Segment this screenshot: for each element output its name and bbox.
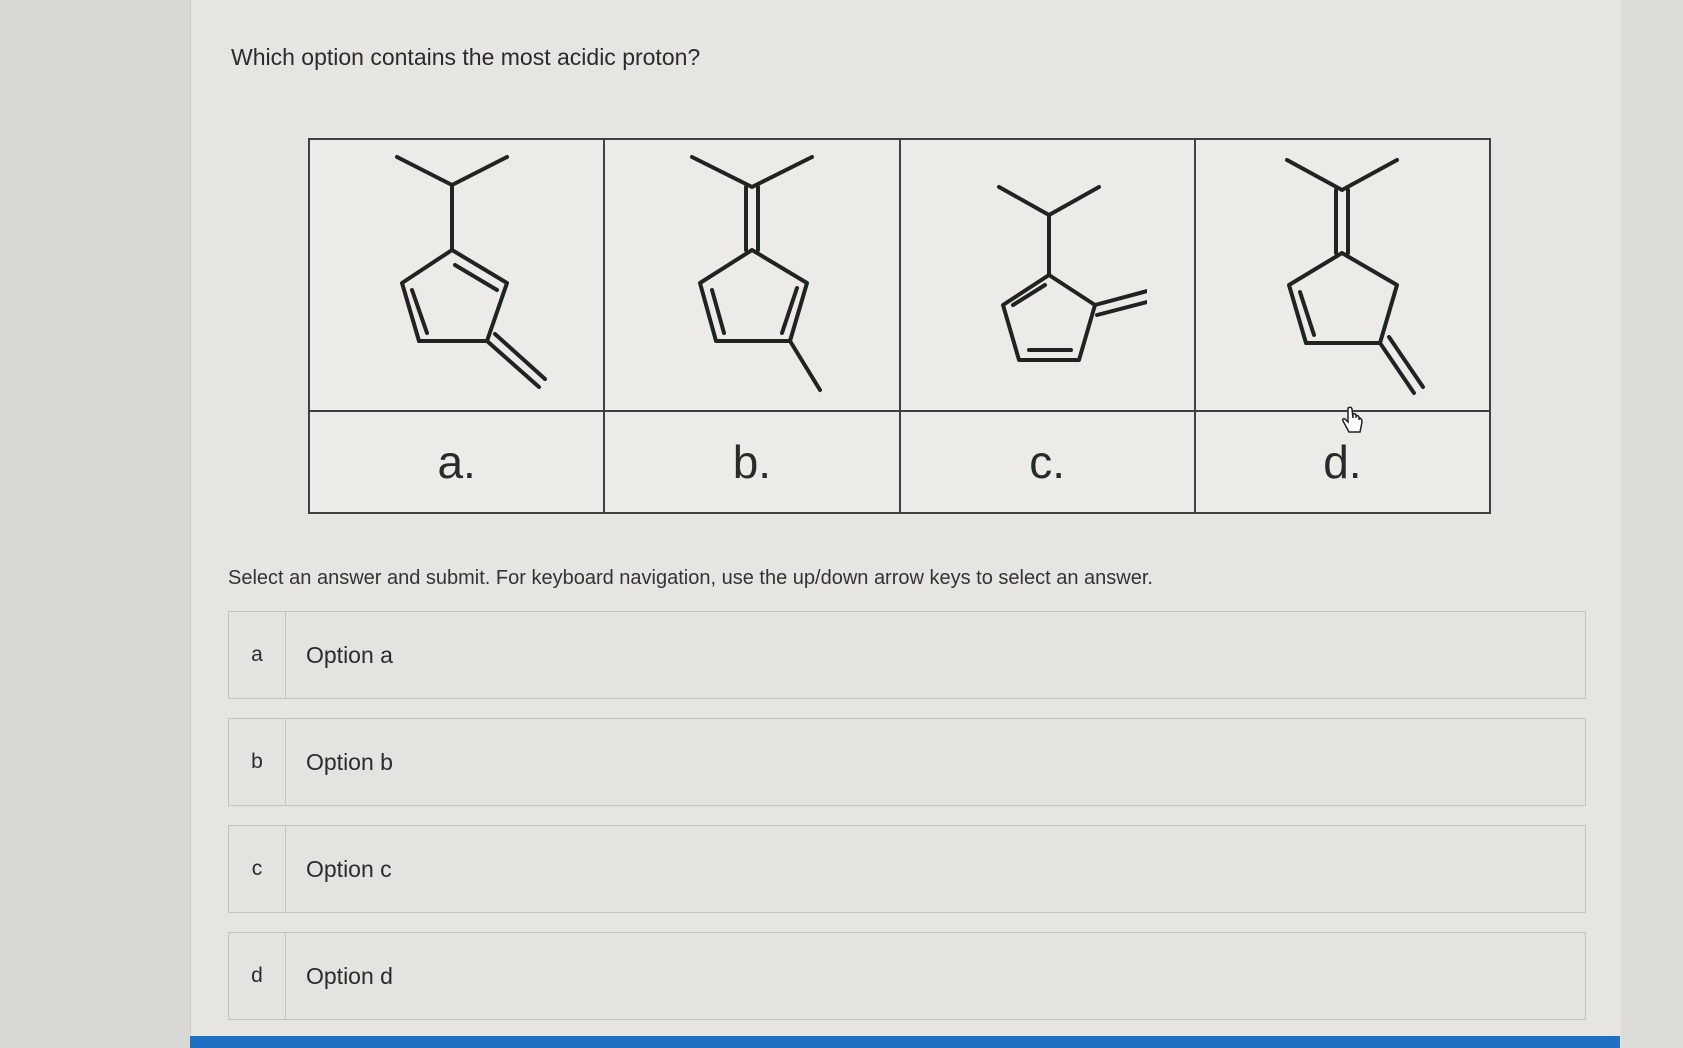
option-c-row[interactable] [228,825,1586,913]
structure-label-a: a. [309,411,604,513]
structure-label-d: d. [1195,411,1490,513]
question-page [190,0,1621,1048]
structure-label-c: c. [900,411,1195,513]
option-letter: c [229,826,286,912]
molecule-a-image [357,145,557,405]
bottom-accent-bar [190,1036,1620,1048]
structure-a [309,139,604,411]
option-label: Option c [306,855,392,882]
structure-c [900,139,1195,411]
molecule-d-image [1242,145,1442,405]
option-label: Option d [306,962,393,989]
hand-pointer-icon [1339,406,1365,436]
option-letter: a [229,612,286,698]
molecule-c-image [947,145,1147,405]
molecule-b-image [652,145,852,405]
structure-b [604,139,899,411]
structure-d [1195,139,1490,411]
option-b-row[interactable] [228,718,1586,806]
instructions-text: Select an answer and submit. For keyboard navigation, use the up/down arrow keys to select an answer. [228,567,1153,589]
option-d-row[interactable] [228,932,1586,1020]
right-gutter [1620,0,1683,1048]
structure-label-b: b. [604,411,899,513]
structures-table [308,138,1491,514]
option-a-row[interactable] [228,611,1586,699]
question-text: Which option contains the most acidic proton? [231,44,701,70]
option-label: Option b [306,748,393,775]
option-label: Option a [306,641,393,668]
option-letter: d [229,933,286,1019]
option-letter: b [229,719,286,805]
